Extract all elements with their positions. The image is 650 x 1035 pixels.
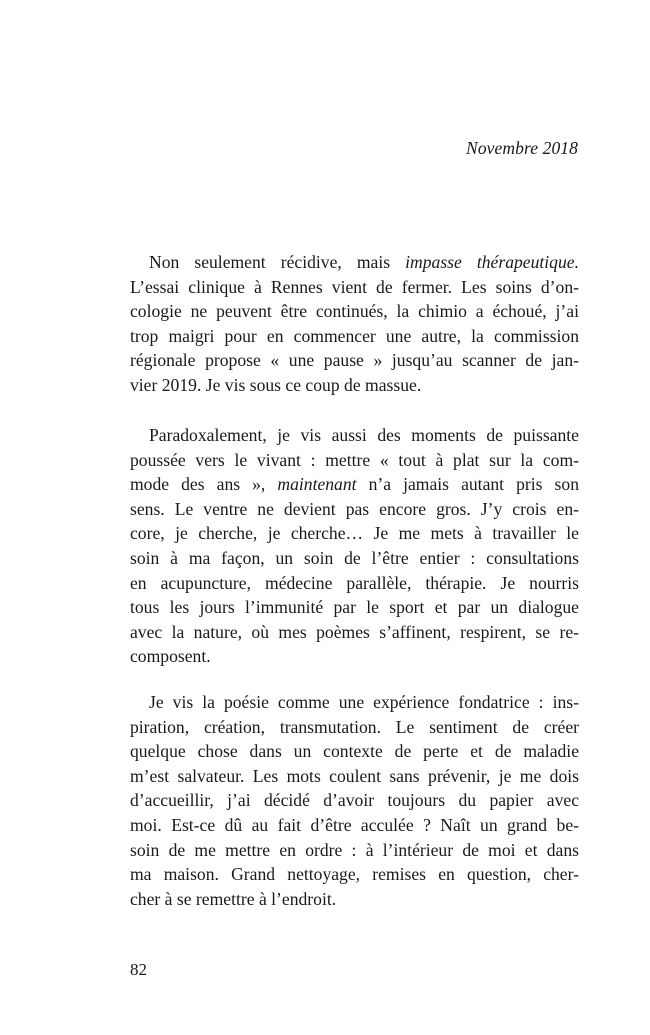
text-line: m’est salvateur. Les mots coulent sans prévenir, je me dois xyxy=(130,765,579,786)
text-line: soin de me mettre en ordre : à l’intérieur de moi et dans xyxy=(130,839,579,860)
text-line: Paradoxalement, je vis aussi des moments de puissante xyxy=(149,425,579,445)
text-line: d’accueillir, j’ai décidé d’avoir toujours du papier avec xyxy=(130,790,579,811)
text-line: soin à ma façon, un soin de l’être entier : consultations xyxy=(130,547,579,568)
text-line: cher à se remettre à l’endroit. xyxy=(130,888,337,909)
text-line: trop maigri pour en commencer une autre, la commission xyxy=(130,325,579,346)
text-line: quelque chose dans un contexte de perte et de maladie xyxy=(130,741,579,762)
chapter-date: Novembre 2018 xyxy=(466,138,578,158)
paragraph-3 xyxy=(130,690,579,911)
text-line: avec la nature, où mes poèmes s’affinent, respirent, se re- xyxy=(130,621,579,642)
text-line: sens. Le ventre ne devient pas encore gros. J’y crois en- xyxy=(130,498,579,519)
text-line: régionale propose « une pause » jusqu’au scanner de jan- xyxy=(130,350,579,371)
text-line: tous les jours l’immunité par le sport et par un dialogue xyxy=(130,597,579,618)
text-line: mode des ans », maintenant n’a jamais autant pris son xyxy=(130,474,579,495)
paragraph-1 xyxy=(130,250,579,398)
paragraph-2 xyxy=(130,423,579,669)
text-line: ma maison. Grand nettoyage, remises en question, cher- xyxy=(130,864,579,885)
text-line: piration, création, transmutation. Le sentiment de créer xyxy=(130,716,579,737)
text-line: L’essai clinique à Rennes vient de fermer. Les soins d’on- xyxy=(130,276,579,297)
text-line: vier 2019. Je vis sous ce coup de massue. xyxy=(130,374,422,395)
page-number: 82 xyxy=(130,960,147,979)
text-line: moi. Est-ce dû au fait d’être acculée ? Naît un grand be- xyxy=(130,814,579,835)
text-line: cologie ne peuvent être continués, la chimio a échoué, j’ai xyxy=(130,301,579,322)
text-line: poussée vers le vivant : mettre « tout à plat sur la com- xyxy=(130,449,579,470)
text-line: Je vis la poésie comme une expérience fondatrice : ins- xyxy=(149,692,579,712)
text-line: Non seulement récidive, mais impasse thérapeutique. xyxy=(149,252,579,272)
text-line: composent. xyxy=(130,646,211,667)
text-line: en acupuncture, médecine parallèle, thérapie. Je nourris xyxy=(130,572,579,593)
text-line: core, je cherche, je cherche… Je me mets à travailler le xyxy=(130,523,579,544)
